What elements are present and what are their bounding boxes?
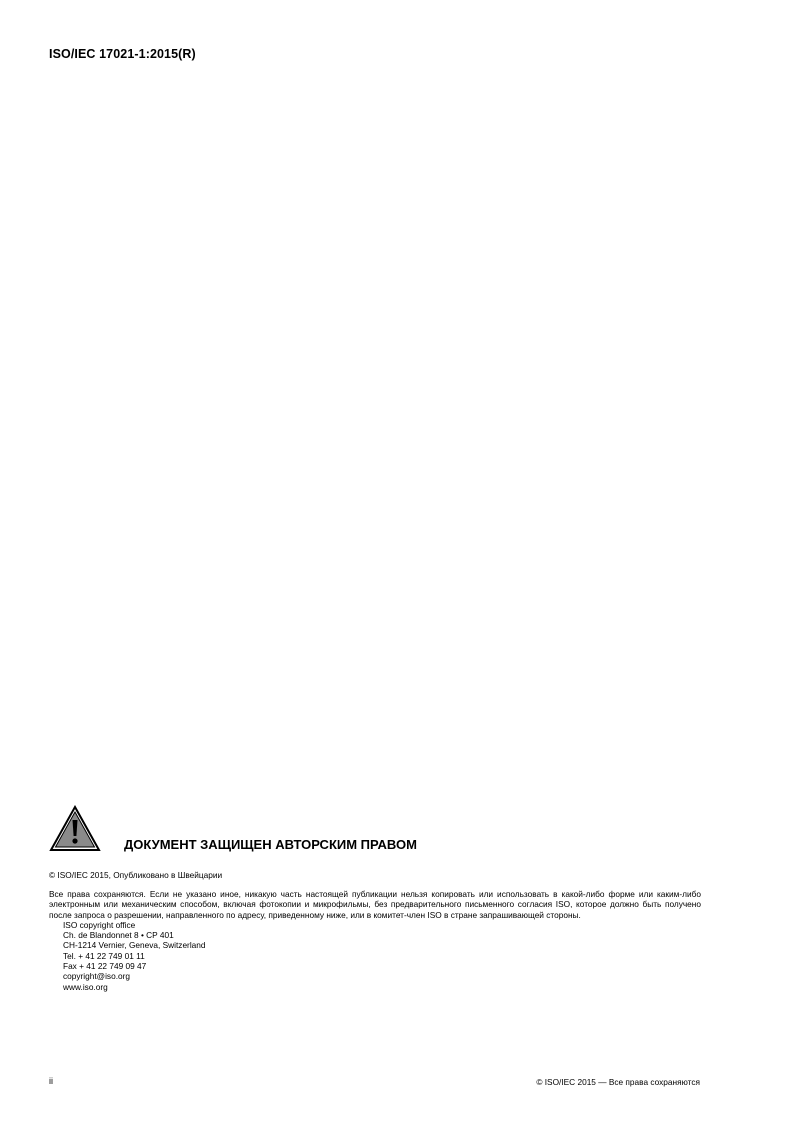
address-line-tel: Tel. + 41 22 749 01 11 [63, 950, 145, 961]
document-id: ISO/IEC 17021-1:2015(R) [49, 47, 196, 61]
notice-title: ДОКУМЕНТ ЗАЩИЩЕН АВТОРСКИМ ПРАВОМ [124, 837, 417, 852]
page-number: ii [49, 1076, 53, 1086]
address-line-city: CH-1214 Vernier, Geneva, Switzerland [63, 940, 206, 951]
rights-statement: Все права сохраняются. Если не указано иное, никакую часть настоящей публикации нельзя копировать или использовать в какой-либо форме или каким-либо электронным или механическим способом, включая фотокопии и микрофильмы, без предварительного письменного согласия ISO, которое должно быть получено после запроса о разрешении, направленного по адресу, приведенному ниже, или в комитет-член ISO в стране запрашивающей стороны. [49, 889, 701, 920]
footer-copyright: © ISO/IEC 2015 — Все права сохраняются [536, 1077, 700, 1087]
copyright-line: © ISO/IEC 2015, Опубликовано в Швейцарии [49, 870, 223, 880]
warning-triangle-icon [49, 805, 101, 853]
address-line-email[interactable]: copyright@iso.org [63, 971, 130, 982]
address-line-website[interactable]: www.iso.org [63, 981, 108, 992]
iso-address [63, 920, 701, 992]
address-line-street: Ch. de Blandonnet 8 • CP 401 [63, 930, 174, 941]
copyright-notice [49, 805, 701, 992]
address-line-office: ISO copyright office [63, 919, 136, 930]
notice-header [49, 805, 701, 857]
address-line-fax: Fax + 41 22 749 09 47 [63, 961, 147, 972]
